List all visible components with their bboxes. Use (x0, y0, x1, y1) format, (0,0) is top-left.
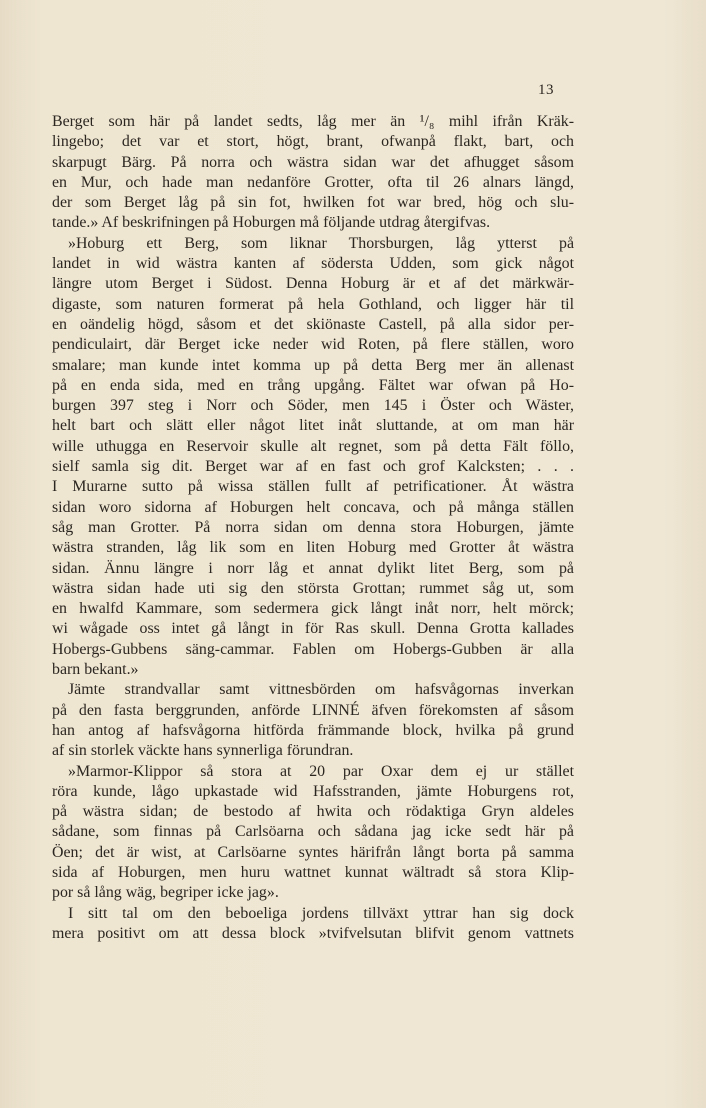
text-line: digaste, som naturen formerat på hela Gothland, och ligger här til (52, 295, 574, 313)
text-line: skarpugt Bärg. På norra och wästra sidan war det afhugget såsom (52, 153, 574, 171)
text-line: wille uthugga en Reservoir skulle alt regnet, som på detta Fält föllo, (52, 437, 574, 455)
text-line: Berget som här på landet sedts, låg mer än ¹/₈ mihl ifrån Kräk- (52, 113, 574, 130)
text-line: Jämte strandvallar samt vittnesbörden om hafsvågornas inverkan (68, 681, 574, 699)
text-line: sådane, som finnas på Carlsöarna och sådana jag icke sedt här på (52, 823, 574, 841)
text-line: tande.» Af beskrifningen på Hoburgen må följande utdrag återgifvas. (52, 214, 491, 232)
text-line: smalare; man kunde intet komma up på detta Berg mer än allenast (52, 356, 574, 374)
text-line: Hobergs-Gubbens säng-cammar. Fablen om Hobergs-Gubben är alla (52, 640, 574, 658)
text-line: en hwalfd Kammare, som sedermera gick långt inåt norr, helt mörck; (52, 600, 574, 618)
text-line: på wästra sidan; de bestodo af hwita och rödaktiga Gryn aldeles (52, 803, 574, 821)
text-line: sidan woro sidorna af Hoburgen helt concava, och på många ställen (52, 498, 574, 516)
text-line: en oändelig högd, såsom et det skiönaste Castell, på alla sidor per- (52, 315, 574, 333)
text-line: sielf samla sig dit. Berget war af en fast och grof Kalcksten; . . . (52, 458, 574, 476)
text-line: en Mur, och hade man nedanföre Grotter, ofta til 26 alnars längd, (52, 173, 574, 191)
text-line: por så lång wäg, begriper icke jag». (52, 884, 279, 902)
body-text (52, 112, 574, 944)
text-line: pendiculairt, där Berget icke neder wid Roten, på flere ställen, woro (52, 336, 574, 354)
text-line: på en enda sida, med en trång upgång. Fältet war ofwan på Ho- (52, 376, 574, 394)
text-line: »Marmor-Klippor så stora at 20 par Oxar dem ej ur stället (68, 762, 574, 780)
text-line: barn bekant.» (52, 661, 139, 679)
text-line: röra kunde, lågo upkastade wid Hafsstranden, jämte Hoburgens rot, (52, 782, 574, 800)
text-line: landet in wid wästra kanten af södersta Udden, som gick något (52, 255, 574, 273)
text-line: burgen 397 steg i Norr och Söder, men 145 i Öster och Wäster, (52, 397, 574, 415)
text-line: I Murarne sutto på wissa ställen fullt af petrificationer. Åt wästra (52, 478, 574, 496)
text-line: der som Berget låg på sin fot, hwilken fot war bred, hög och slu- (52, 194, 574, 212)
text-line: af sin storlek väckte hans synnerliga förundran. (52, 742, 354, 760)
text-line: såg man Grotter. På norra sidan om denna stora Hoburgen, jämte (52, 518, 574, 536)
text-line: helt bart och slätt eller något litet inåt sluttande, at om man här (52, 417, 574, 435)
text-line: »Hoburg ett Berg, som liknar Thorsburgen, låg ytterst på (68, 234, 574, 252)
text-line: sida af Hoburgen, men huru wattnet kunnat wältradt så stora Klip- (52, 863, 574, 881)
text-line: wästra sidan hade uti sig den största Grottan; rummet såg ut, som (52, 579, 574, 597)
text-line: på den fasta berggrunden, anförde LINNÉ äfven förekomsten af såsom (52, 701, 574, 719)
text-line: I sitt tal om den beboeliga jordens tillväxt yttrar han sig dock (68, 904, 574, 922)
text-line: Öen; det är wist, at Carlsöarne syntes härifrån långt borta på samma (52, 843, 574, 861)
text-line: lingebo; det var et stort, högt, brant, ofwanpå flakt, bart, och (52, 133, 574, 151)
text-line: wästra stranden, låg lik som en liten Hoburg med Grotter åt wästra (52, 539, 574, 557)
text-line: han antog af hafsvågorna hitförda främmande block, hvilka på grund (52, 721, 574, 739)
text-line: wi wågade oss intet gå långt in för Ras skull. Denna Grotta kallades (52, 620, 574, 638)
text-line: längre utom Berget i Südost. Denna Hoburg är et af det märkwär- (52, 275, 574, 293)
page-number: 13 (538, 82, 554, 98)
text-line: mera positivt om att dessa block »tvifvelsutan blifvit genom vattnets (52, 924, 574, 942)
text-line: sidan. Ännu längre i norr låg et annat dylikt litet Berg, som på (52, 559, 574, 577)
